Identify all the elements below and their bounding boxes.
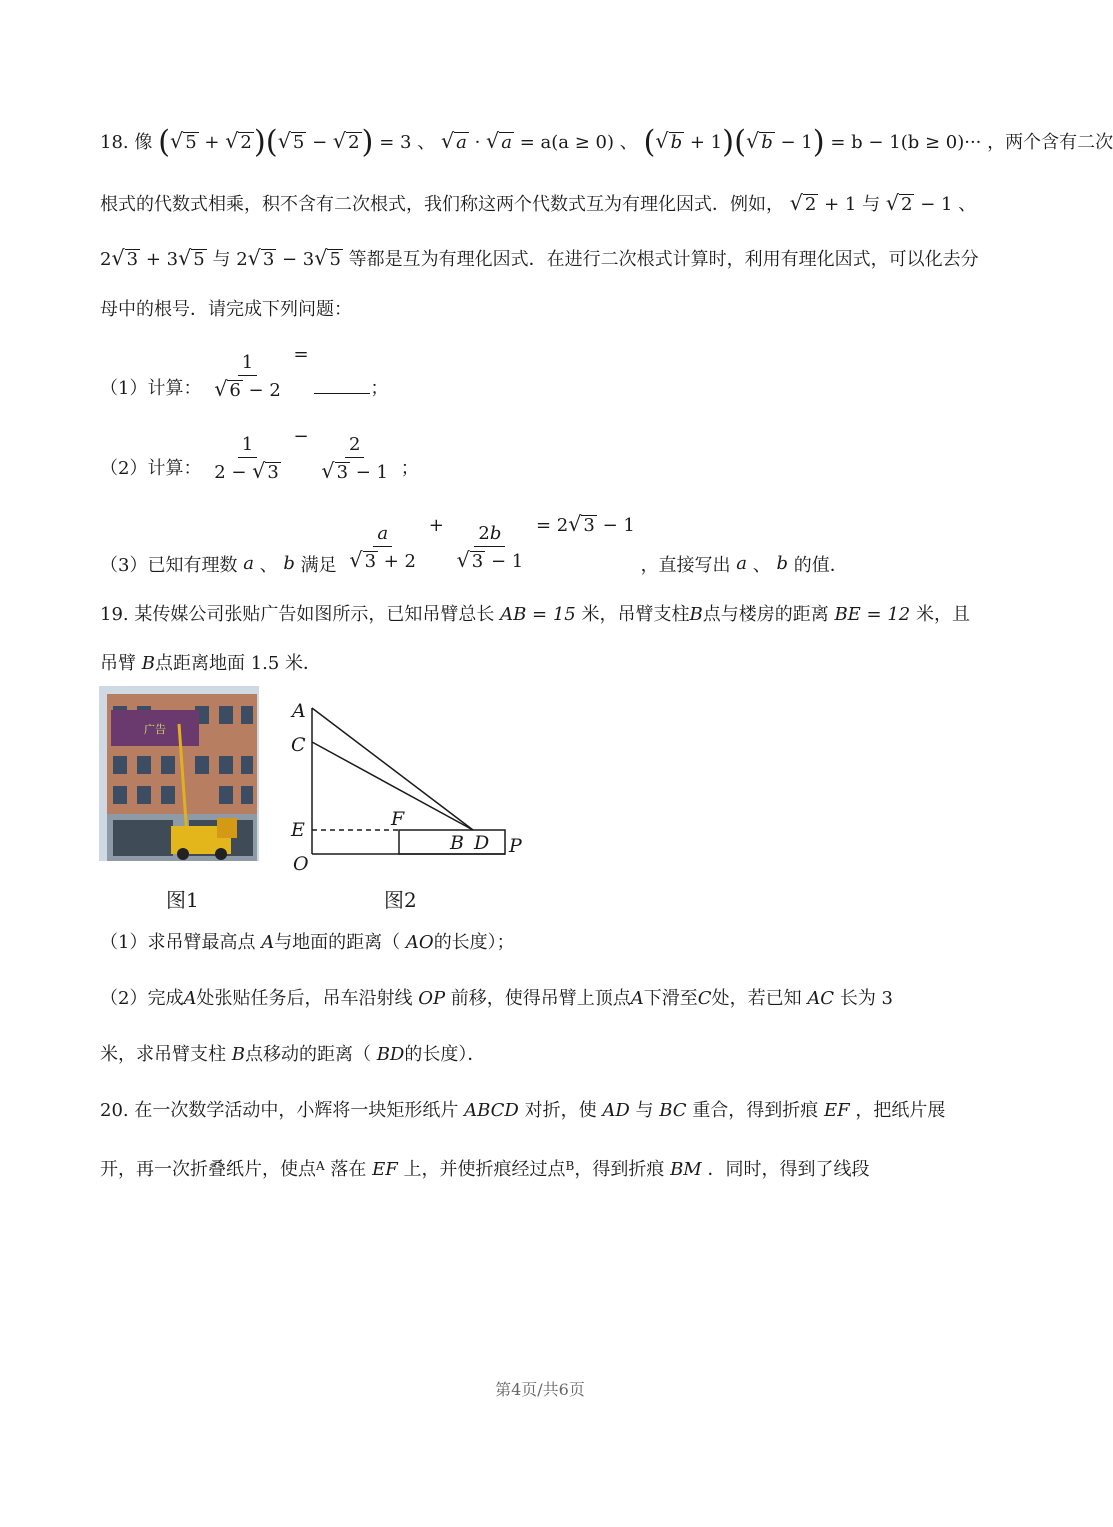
fig1-caption: 图1	[166, 888, 199, 912]
q19-s1-ao: AO	[405, 932, 434, 953]
fig2-label-b: B	[450, 832, 464, 854]
q19-s2-a: （2）完成	[100, 988, 184, 1009]
q18-part3-var-b: b	[283, 553, 295, 574]
q18-part3-label: （3）已知有理数	[100, 555, 238, 576]
q18-identity-1: (√ 5 + √ 2)(√ 5 − √ 2) = 3	[158, 125, 412, 160]
q19-line1-d: 米，且	[915, 604, 970, 625]
q20-line-2	[100, 1160, 985, 1179]
q18-example-4: 2√ 3 − 3√ 5	[236, 246, 341, 270]
q18-part3-var-a-2: a	[736, 553, 748, 574]
q20-point-b: B	[565, 1159, 575, 1173]
q18-eq3-rhs: = b − 1	[830, 132, 901, 153]
q20-line1-d: ，把纸片展	[855, 1100, 946, 1121]
q19-subq-2-line-2	[100, 1046, 985, 1064]
fig2-label-a: A	[292, 700, 306, 722]
fig2-label-e: E	[291, 819, 305, 841]
q19-s2-line2-a: 米，求吊臂支柱	[100, 1044, 226, 1065]
q19-line2-a: 吊臂	[100, 653, 136, 674]
q18-identity-3: (√ b + 1)(√ b − 1) = b − 1(b ≥ 0)···	[643, 125, 982, 160]
q18-part3-var-b-2: b	[776, 553, 789, 574]
q18-part3-sep-2: 、	[752, 555, 771, 576]
q18-part2-label: （2）计算：	[100, 458, 202, 479]
q19-s2-op: OP	[418, 988, 446, 1009]
q18-part3-end-b: 的值．	[793, 555, 848, 576]
q18-part3-mid: 满足	[300, 555, 337, 576]
fig1-banner-text: 广告	[144, 723, 166, 736]
fig2-diagram	[285, 690, 535, 880]
q18-example-2: √ 2 − 1	[885, 191, 953, 215]
q20-bm: BM	[670, 1159, 702, 1180]
q18-identity-2: √ a · √ a = a(a ≥ 0)	[440, 129, 615, 153]
q18-and-2: 与	[212, 249, 231, 270]
q19-s2-c: 前移，使得吊臂上顶点	[450, 988, 631, 1009]
q18-part3-end-a: ，直接写出	[640, 555, 731, 576]
q18-line-1	[100, 125, 1113, 160]
q19-subq-1	[100, 934, 985, 952]
q20-line1-c: 重合，得到折痕	[692, 1100, 819, 1121]
q20-line2-a: 开，再一次折叠纸片，使点	[100, 1159, 316, 1180]
q19-s2-point-b: B	[231, 1044, 245, 1065]
q20-bc: BC	[659, 1100, 687, 1121]
q20-and: 与	[635, 1100, 654, 1121]
q19-line-2	[100, 655, 985, 673]
fig2-label-d: D	[474, 832, 490, 854]
q20-line-1	[100, 1102, 985, 1120]
q18-eq2-rhs: = a	[519, 132, 552, 153]
q19-line-1	[100, 606, 985, 624]
q19-s1-point-a: A	[261, 932, 275, 953]
q19-point-b-2: B	[141, 653, 155, 674]
q18-part1-answer-blank[interactable]	[314, 377, 370, 394]
q19-s2-point-a: A	[183, 988, 197, 1009]
q19-s2-ac: AC	[807, 988, 835, 1009]
q19-s2-bd: BD	[376, 1044, 405, 1065]
fig2-caption: 图2	[384, 888, 417, 912]
q19-ab-expr: AB = 15	[500, 604, 576, 625]
q20-line2-d: ，得到折痕	[574, 1159, 665, 1180]
q18-part3-fraction-1: $\frac{a}{√ 3 + 2}$	[349, 523, 417, 572]
q20-line1-b: 对折，使	[524, 1100, 597, 1121]
q18-line2-text: 根式的代数式相乘，积不含有二次根式，我们称这两个代数式互为有理化因式．例如，	[100, 194, 784, 215]
q18-line1-end: ，两个含有二次	[987, 132, 1113, 153]
q18-number: 18.	[100, 132, 129, 153]
q19-s2-b: 处张贴任务后，吊车沿射线	[196, 988, 413, 1009]
q18-part3-sep: 、	[259, 555, 278, 576]
q20-ef-2: EF	[372, 1159, 398, 1180]
q20-line2-e: ．同时，得到了线段	[707, 1159, 870, 1180]
q18-line-4	[100, 301, 985, 319]
q19-line1-a: 19. 某传媒公司张贴广告如图所示，已知吊臂总长	[100, 604, 495, 625]
q18-eq2-cond: (a ≥ 0)	[551, 132, 615, 153]
q19-s2-d: 下滑至	[643, 988, 698, 1009]
fig2-label-o: O	[293, 853, 309, 875]
q18-part-1: （1）计算： $\frac{1}{√ 6 - 2}$ = ；	[100, 344, 389, 401]
q18-eq3-cond: (b ≥ 0)	[900, 132, 965, 153]
q18-pause-1: 、	[417, 132, 436, 153]
q18-example-1: √ 2 + 1	[789, 191, 857, 215]
page-footer: 第4页/共6页	[495, 1380, 585, 1399]
fig2-label-p: P	[509, 835, 522, 857]
q20-ad: AD	[602, 1100, 630, 1121]
q19-point-b: B	[689, 604, 703, 625]
q19-s2-line2-c: 的长度）．	[404, 1044, 486, 1065]
q18-and-1: 与	[862, 194, 881, 215]
q18-part3-var-a: a	[243, 553, 254, 574]
q20-point-a: A	[316, 1159, 325, 1173]
q18-example-3: 2√ 3 + 3√ 5	[100, 246, 205, 270]
q18-part1-label: （1）计算：	[100, 378, 202, 399]
q18-line4-text: 母中的根号．请完成下列问题：	[100, 299, 352, 320]
q18-pause-3: 、	[958, 194, 977, 215]
q18-part3-fraction-2: $\frac{2b}{√ 3 - 1}$	[456, 523, 524, 572]
q19-s2-f: 长为 3	[839, 988, 894, 1009]
q19-line1-c: 点与楼房的距离	[702, 604, 829, 625]
q18-ellipsis: ···	[964, 132, 982, 153]
q18-eq1-rhs: = 3	[379, 132, 412, 153]
q18-part2-fraction-2: $\frac{2}{√ 3 - 1}$	[321, 434, 388, 483]
q19-line2-b: 点距离地面 1.5 米．	[154, 653, 322, 674]
fig2-label-c: C	[291, 734, 306, 756]
q18-part1-fraction: $\frac{1}{√ 6 - 2}$	[214, 352, 281, 401]
q18-part-3: （3）已知有理数 a 、 b 满足 $\frac{a}{√ 3 + 2}$ + $\frac{2b}{√ 3 - 1}$ = 2√ 3 − 1 ，直接写出 a 、 b 的值．	[100, 512, 848, 576]
q19-s2-point-c: C	[697, 988, 712, 1009]
q18-part-2: （2）计算： $\frac{1}{2 - √ 3}$ − $\frac{2}{√ 3 - 1}$ ；	[100, 426, 419, 483]
q19-subq-2	[100, 990, 985, 1008]
q20-abcd: ABCD	[464, 1100, 519, 1121]
q18-line3-text: 等都是互为有理化因式．在进行二次根式计算时，利用有理化因式，可以化去分	[348, 249, 979, 270]
q18-pause-2: 、	[619, 132, 638, 153]
q19-s1-a: （1）求吊臂最高点	[100, 932, 256, 953]
q19-s1-c: 的长度）；	[433, 932, 515, 953]
q18-part2-fraction-1: $\frac{1}{2 - √ 3}$	[214, 434, 279, 483]
q18-line-2	[100, 193, 985, 215]
q20-line2-b: 落在	[330, 1159, 367, 1180]
q19-s2-point-a-2: A	[630, 988, 644, 1009]
q19-line1-b: 米，吊臂支柱	[581, 604, 690, 625]
q18-line-3	[100, 248, 985, 270]
q19-s2-line2-b: 点移动的距离（	[244, 1044, 371, 1065]
q19-s1-b: 与地面的距离（	[274, 932, 401, 953]
q19-be-expr: BE = 12	[834, 604, 911, 625]
q20-line2-c: 上，并使折痕经过点	[403, 1159, 566, 1180]
fig2-label-f: F	[391, 808, 405, 830]
q20-ef: EF	[824, 1100, 850, 1121]
fig1-photo	[99, 686, 259, 861]
q18-part2-tail: ；	[400, 458, 419, 479]
q18-part1-tail: ；	[370, 378, 389, 399]
q18-text-like: 像	[134, 132, 153, 153]
q20-line1-a: 20. 在一次数学活动中，小辉将一块矩形纸片	[100, 1100, 459, 1121]
q19-s2-e: 处，若已知	[711, 988, 802, 1009]
